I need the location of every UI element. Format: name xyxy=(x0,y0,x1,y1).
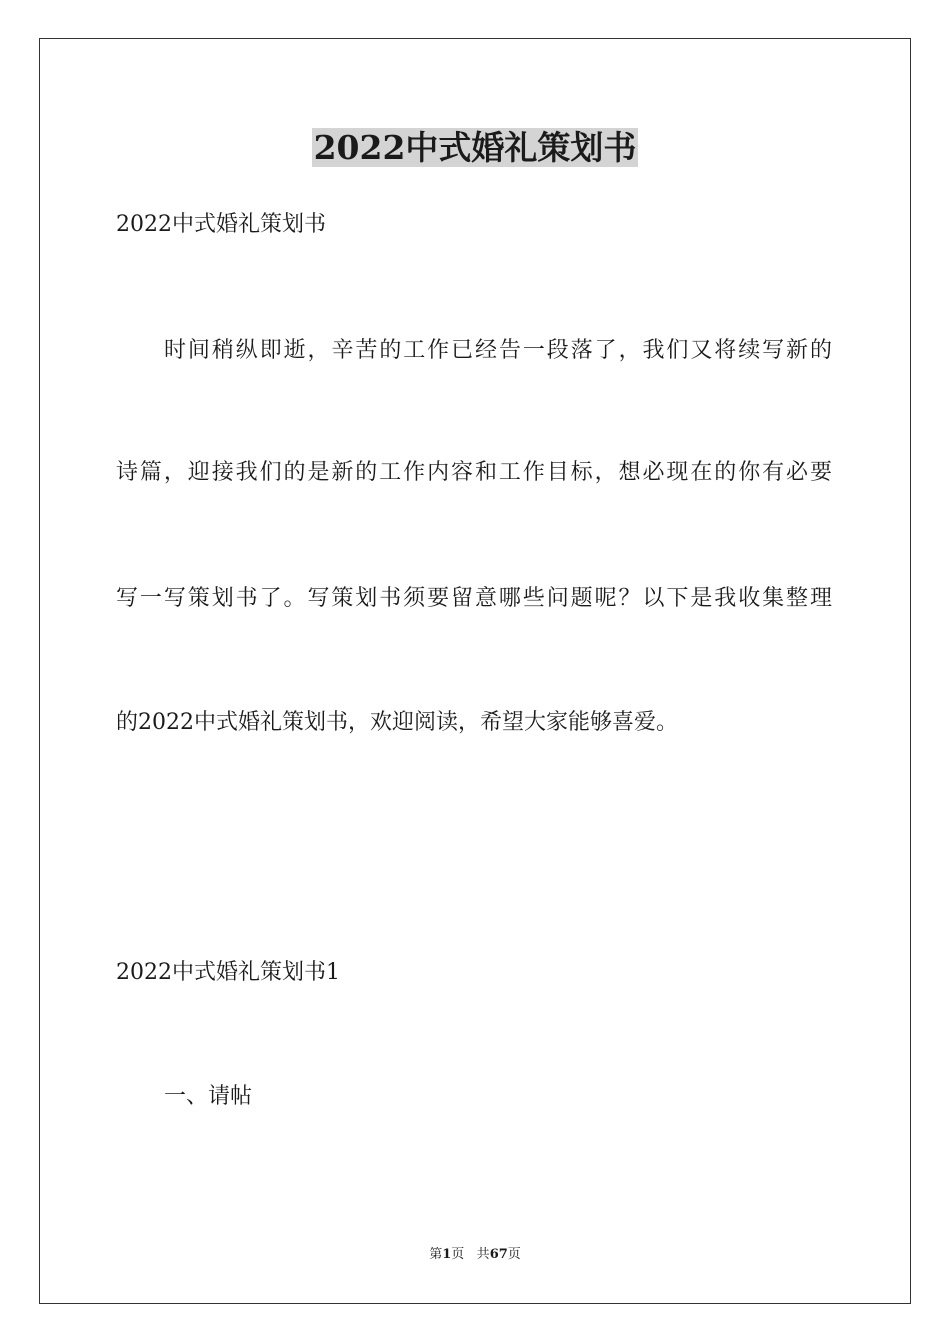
footer-total-pages: 67 xyxy=(489,1247,508,1262)
document-title-text: 2022中式婚礼策划书 xyxy=(313,128,637,167)
footer-page-suffix: 页 xyxy=(451,1247,465,1262)
subsection-heading: 一、请帖 xyxy=(164,1084,253,1109)
paragraph-line-4: 的2022中式婚礼策划书，欢迎阅读，希望大家能够喜爱。 xyxy=(116,710,678,735)
paragraph-line-1: 时间稍纵即逝，辛苦的工作已经告一段落了，我们又将续写新的 xyxy=(164,338,832,363)
paragraph-line-3: 写一写策划书了。写策划书须要留意哪些问题呢？以下是我收集整理 xyxy=(116,586,832,611)
footer-total-prefix: 共 xyxy=(476,1247,490,1262)
footer-total-suffix: 页 xyxy=(507,1247,521,1262)
section-heading: 2022中式婚礼策划书1 xyxy=(116,960,340,985)
document-subtitle: 2022中式婚礼策划书 xyxy=(116,212,326,237)
paragraph-line-2: 诗篇，迎接我们的是新的工作内容和工作目标，想必现在的你有必要 xyxy=(116,460,832,485)
page-footer xyxy=(0,1246,950,1264)
footer-page-number: 1 xyxy=(442,1247,452,1262)
footer-page-prefix: 第 xyxy=(429,1247,443,1262)
document-title xyxy=(0,126,950,170)
